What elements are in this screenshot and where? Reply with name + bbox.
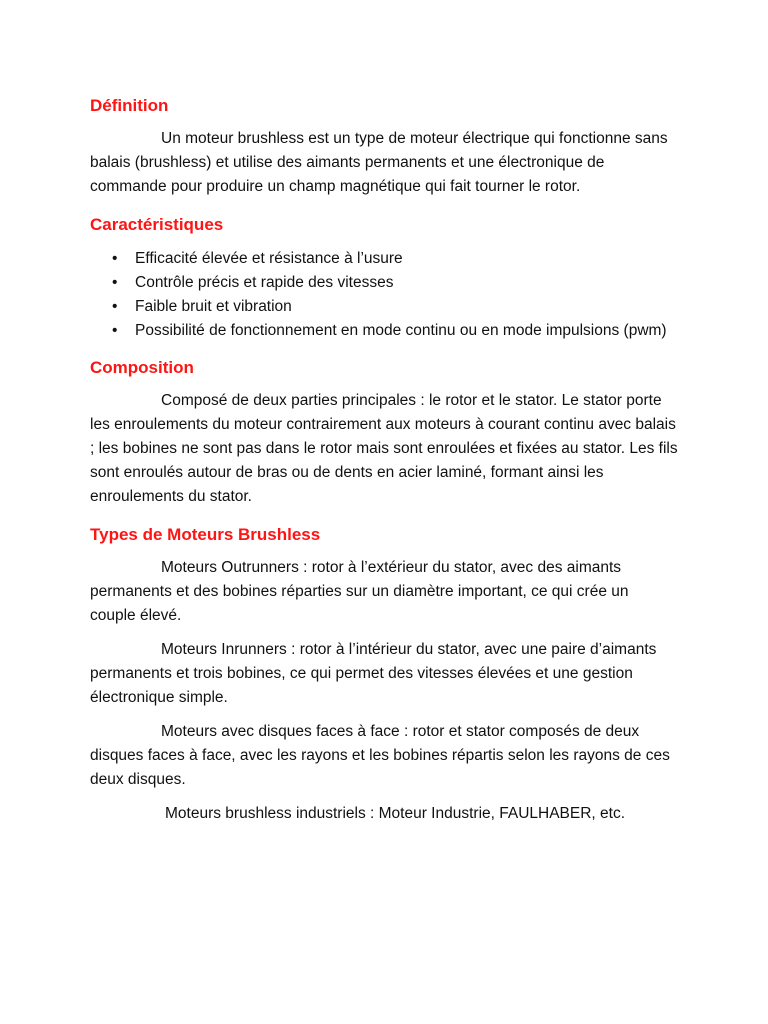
list-item	[90, 319, 678, 343]
list-item-text: Possibilité de fonctionnement en mode continu ou en mode impulsions (pwm)	[135, 322, 667, 339]
definition-paragraph: Un moteur brushless est un type de moteur électrique qui fonctionne sans balais (brushless) et utilise des aimants permanents et une électronique de commande pour produire un champ magnétique qui fait tourner le rotor.	[90, 130, 668, 195]
composition-paragraph: Composé de deux parties principales : le rotor et le stator. Le stator porte les enroulements du moteur contrairement aux moteurs à courant continu avec balais ; les bobines ne sont pas dans le rotor mais sont enroulées et fixées au stator. Les fils sont enroulés autour de bras ou de dents en acier laminé, formant ainsi les enroulements du stator.	[90, 392, 678, 505]
list-item-text: Faible bruit et vibration	[135, 298, 292, 315]
list-item	[90, 247, 678, 271]
types-paragraph-industriels: Moteurs brushless industriels : Moteur Industrie, FAULHABER, etc.	[165, 805, 626, 822]
bullet-icon: •	[112, 298, 118, 315]
characteristics-list	[90, 247, 678, 343]
bullet-icon: •	[112, 322, 118, 339]
heading-definition: Définition	[90, 96, 169, 115]
list-item	[90, 271, 678, 295]
list-item-text: Contrôle précis et rapide des vitesses	[135, 274, 394, 291]
types-paragraph-outrunners: Moteurs Outrunners : rotor à l’extérieur du stator, avec des aimants permanents et des bobines réparties sur un diamètre important, ce qui crée un couple élevé.	[90, 559, 629, 624]
bullet-icon: •	[112, 274, 118, 291]
bullet-icon: •	[112, 250, 118, 267]
types-paragraph-disques: Moteurs avec disques faces à face : rotor et stator composés de deux disques faces à face, avec les rayons et les bobines répartis selon les rayons de ces deux disques.	[90, 723, 670, 788]
types-paragraph-inrunners: Moteurs Inrunners : rotor à l’intérieur du stator, avec une paire d’aimants permanents et trois bobines, ce qui permet des vitesses élevées et une gestion électronique simple.	[90, 641, 657, 706]
heading-types: Types de Moteurs Brushless	[90, 525, 321, 544]
list-item	[90, 295, 678, 319]
heading-characteristics: Caractéristiques	[90, 215, 224, 234]
heading-composition: Composition	[90, 358, 194, 377]
list-item-text: Efficacité élevée et résistance à l’usure	[135, 250, 403, 267]
